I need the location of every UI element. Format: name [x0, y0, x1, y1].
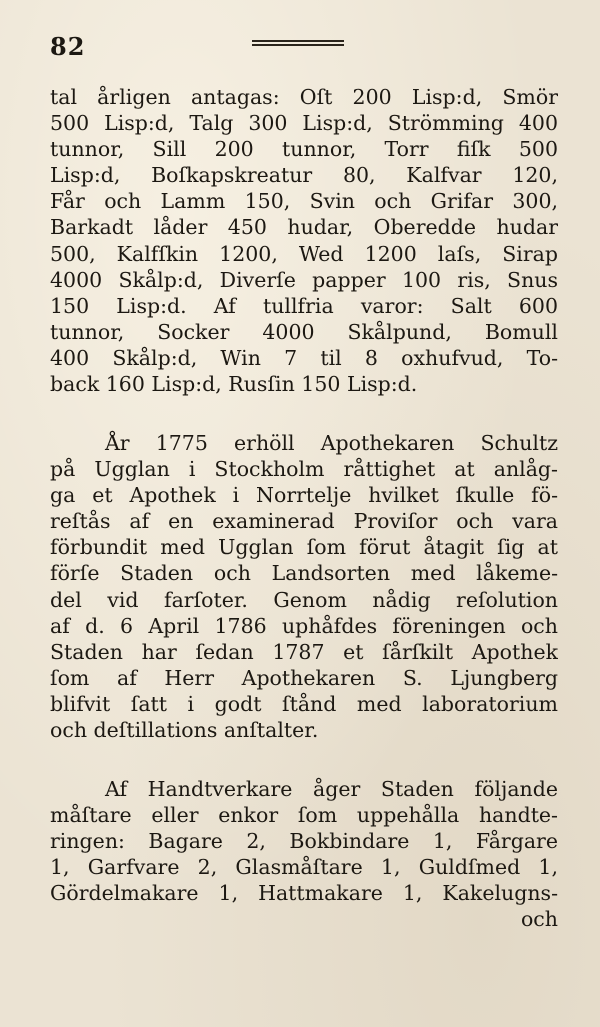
text-line: tal årligen antagas: Oſt 200 Lisp:d, Smör: [50, 85, 558, 109]
text-line: ga et Apothek i Norrtelje hvilket ſkulle fö-: [50, 483, 558, 508]
text-line: del vid farſoter. Genom nådig reſolution: [50, 587, 558, 612]
text-line: 1, Garfvare 2, Glasmåſtare 1, Guldſmed 1,: [50, 855, 558, 880]
text-line: blifvit ſatt i godt ſtånd med laboratorium: [50, 691, 558, 716]
text-line: ringen: Bagare 2, Bokbindare 1, Fårgare: [50, 829, 558, 854]
text-line: Barkadt låder 450 hudar, Oberedde hudar: [50, 215, 558, 240]
text-line: och deſtillations anſtalter.: [50, 718, 319, 743]
text-line: Staden har ſedan 1787 et ſårſkilt Apothek: [50, 639, 558, 664]
text-line: 500, Kalfſkin 1200, Wed 1200 laſs, Sirap: [50, 241, 558, 266]
text-line: Gördelmakare 1, Hattmakare 1, Kakelugns-: [50, 881, 558, 906]
text-line: 500 Lisp:d, Talg 300 Lisp:d, Strömming 400: [50, 111, 558, 136]
paragraph-apothecary: [50, 430, 558, 743]
text-line: back 160 Lisp:d, Rusſin 150 Lisp:d.: [50, 372, 418, 397]
text-line: Af Handtverkare åger Staden följande: [105, 777, 558, 801]
text-line: på Ugglan i Stockholm råttighet at anlåg-: [50, 457, 558, 482]
text-line: tunnor, Sill 200 tunnor, Torr fiſk 500: [50, 137, 558, 162]
text-line: 150 Lisp:d. Af tullfria varor: Salt 600: [50, 293, 558, 318]
header-rule: [252, 40, 344, 50]
paragraph-trade-goods: [50, 84, 558, 397]
text-line: måſtare eller enkor ſom uppehålla handte-: [50, 803, 558, 828]
text-line: Får och Lamm 150, Svin och Grifar 300,: [50, 189, 558, 214]
text-line: 400 Skålp:d, Win 7 til 8 oxhufvud, To-: [50, 345, 558, 370]
catchword: och: [520, 907, 558, 932]
text-line: År 1775 erhöll Apothekaren Schultz: [105, 431, 558, 455]
paragraph-craftsmen: [50, 776, 558, 933]
page-number: 82: [50, 32, 86, 61]
text-line: förſe Staden och Landsorten med låkeme-: [50, 561, 558, 586]
text-line: förbundit med Ugglan ſom förut åtagit ſig at: [50, 535, 558, 560]
text-line: af d. 6 April 1786 uphåfdes föreningen och: [50, 613, 558, 638]
text-line: Lisp:d, Boſkapskreatur 80, Kalfvar 120,: [50, 163, 558, 188]
text-line: ſom af Herr Apothekaren S. Ljungberg: [50, 665, 558, 690]
text-line: reſtås af en examinerad Proviſor och vara: [50, 509, 558, 534]
text-line: tunnor, Socker 4000 Skålpund, Bomull: [50, 319, 558, 344]
text-line: 4000 Skålp:d, Diverſe papper 100 ris, Snus: [50, 267, 558, 292]
